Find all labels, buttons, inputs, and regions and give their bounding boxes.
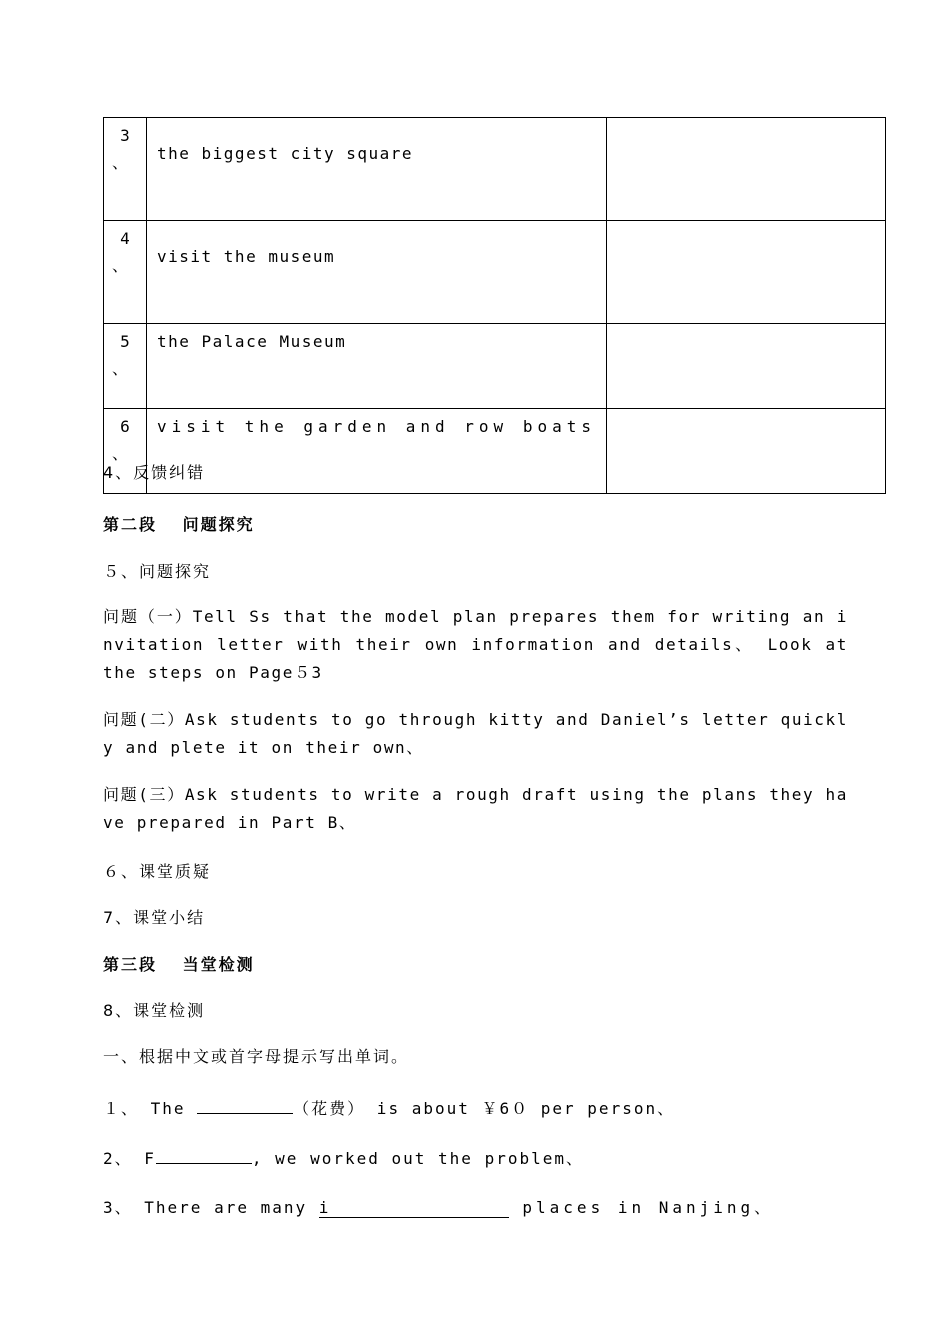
- row-number: 6 、: [104, 409, 147, 494]
- row-number: 5 、: [104, 324, 147, 409]
- question-two: 问题(二）Ask students to go through kitty and Daniel’s letter quickly and plete it on their own、: [103, 710, 848, 757]
- feedback-heading: 4、反馈纠错: [103, 463, 206, 482]
- table-row: [104, 221, 886, 324]
- stage-two-heading: 第二段 问题探究: [103, 515, 255, 534]
- exercise-two-suffix: , we worked out the problem、: [251, 1149, 584, 1168]
- exercise-two-prefix: 2、 F: [103, 1149, 156, 1168]
- question-three: 问题(三）Ask students to write a rough draft using the plans they have prepared in Part B、: [103, 785, 848, 832]
- exercise-one-prefix: １、 The: [103, 1099, 198, 1118]
- exercise-one-blank[interactable]: [197, 1097, 293, 1114]
- places-table: [103, 117, 886, 494]
- table-row: [104, 118, 886, 221]
- row-text: visit the museum: [147, 221, 607, 324]
- exercise-two: [103, 1146, 848, 1169]
- item-five-heading: ５、问题探究: [103, 562, 212, 581]
- exercise-two-blank[interactable]: [156, 1147, 252, 1164]
- row-text: visit the garden and row boats: [147, 409, 607, 494]
- section-one-instructions: 一、根据中文或首字母提示写出单词。: [103, 1047, 410, 1066]
- item-eight-heading: 8、课堂检测: [103, 1001, 206, 1020]
- row-number: 3 、: [104, 118, 147, 221]
- answer-cell: [607, 221, 886, 324]
- exercise-one: [103, 1096, 848, 1119]
- stage-three-heading: 第三段 当堂检测: [103, 955, 255, 974]
- exercise-three-blank[interactable]: [319, 1198, 509, 1218]
- answer-cell: [607, 118, 886, 221]
- exercise-three: [103, 1195, 848, 1218]
- exercise-three-prefix: 3、 There are many: [103, 1198, 319, 1217]
- row-text: the Palace Museum: [147, 324, 607, 409]
- question-one: 问题（一）Tell Ss that the model plan prepares them for writing an invitation letter with their own information and details、 Look at the steps on Page５3: [103, 607, 848, 682]
- row-text: the biggest city square: [147, 118, 607, 221]
- table-row: [104, 324, 886, 409]
- exercise-one-suffix: （花费） is about ￥6０ per person、: [293, 1099, 676, 1118]
- row-number: 4 、: [104, 221, 147, 324]
- item-seven-heading: 7、课堂小结: [103, 908, 206, 927]
- exercise-three-hint: i: [318, 1198, 331, 1217]
- item-six-heading: ６、课堂质疑: [103, 862, 212, 881]
- answer-cell: [607, 324, 886, 409]
- exercise-three-suffix: places in Nanjing、: [508, 1198, 775, 1217]
